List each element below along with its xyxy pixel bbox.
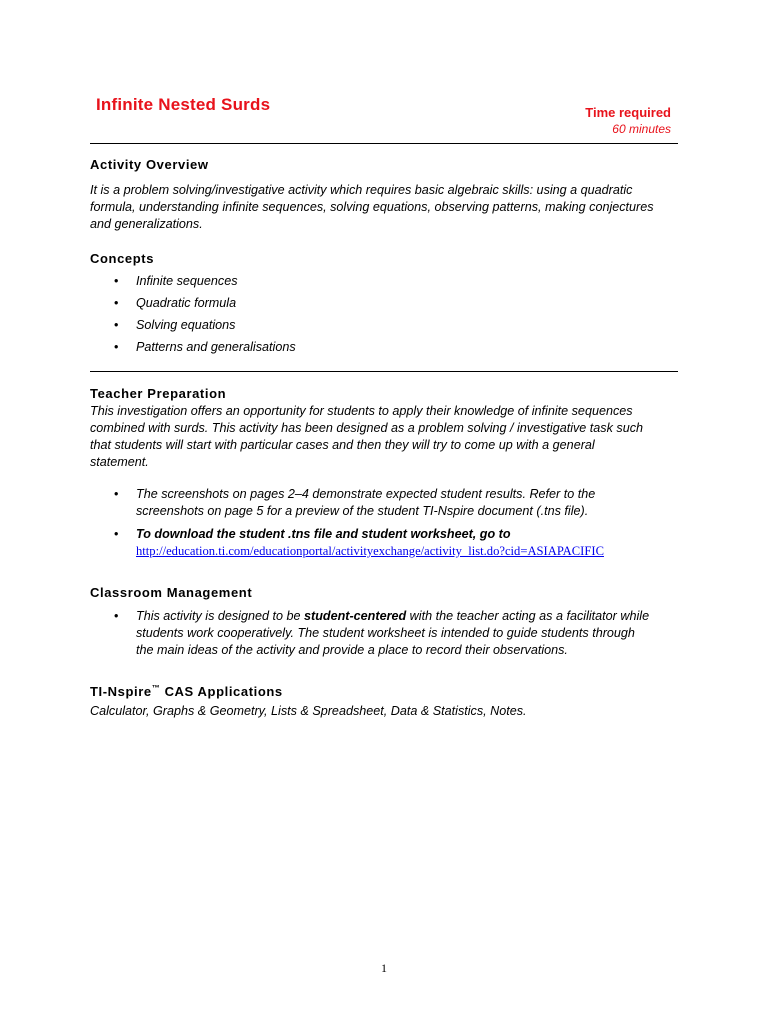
bullet-icon: •: [114, 318, 119, 332]
list-item: • This activity is designed to be student-centered with the teacher acting as a facilitator while students work cooperatively. The student worksheet is intended to guide students through the main ideas of the activity and provide a place to record their observations.: [114, 609, 650, 657]
bullet-icon: •: [114, 296, 119, 310]
page-number: 1: [381, 961, 387, 975]
activity-overview-text: It is a problem solving/investigative activity which requires basic algebraic skills: using a quadratic formula, understanding infinite sequences, solving equations, observing patterns, making conjectures and generalizations.: [90, 183, 654, 231]
teacher-preparation-list: [90, 486, 650, 566]
bullet-icon: •: [114, 274, 119, 288]
list-item: • Quadratic formula: [114, 296, 237, 310]
teacher-preparation-heading: Teacher Preparation: [90, 386, 227, 401]
list-item: • Patterns and generalisations: [114, 340, 296, 354]
concepts-heading: Concepts: [90, 251, 155, 266]
list-item: [90, 526, 650, 560]
activity-exchange-link[interactable]: http://education.ti.com/educationportal/activityexchange/activity_list.do?cid=ASIAPACIFIC: [136, 544, 604, 558]
classroom-management-list: [90, 608, 650, 659]
applications-heading: TI-Nspire™ CAS Applications: [90, 683, 283, 699]
list-item: • Infinite sequences: [114, 274, 238, 288]
time-required-value: 60 minutes: [612, 122, 671, 136]
download-instruction: To download the student .tns file and student worksheet, go to: [136, 527, 511, 541]
time-required-label: Time required: [585, 105, 671, 120]
activity-overview-heading: Activity Overview: [90, 157, 209, 172]
applications-text: Calculator, Graphs & Geometry, Lists & Spreadsheet, Data & Statistics, Notes.: [90, 704, 527, 718]
time-required-block: [585, 104, 671, 137]
document-title: Infinite Nested Surds: [96, 95, 271, 114]
bullet-icon: •: [114, 527, 119, 541]
list-item: • The screenshots on pages 2–4 demonstrate expected student results. Refer to the screenshots on page 5 for a preview of the student TI-Nspire document (.tns file).: [114, 487, 596, 518]
concepts-list: [90, 273, 650, 361]
header-divider: [90, 143, 678, 144]
teacher-preparation-text: This investigation offers an opportunity for students to apply their knowledge of infinite sequences combined with surds. This activity has been designed as a problem solving / investigative task such that students will start with particular cases and then they will try to come up with a general statement.: [90, 404, 644, 469]
list-item: • Solving equations: [114, 318, 236, 332]
bullet-icon: •: [114, 609, 119, 623]
classroom-management-heading: Classroom Management: [90, 585, 253, 600]
bullet-icon: •: [114, 340, 119, 354]
bullet-icon: •: [114, 487, 119, 501]
trademark-symbol: ™: [151, 683, 161, 693]
student-centered-emphasis: student-centered: [304, 609, 407, 623]
section-divider: [90, 371, 678, 372]
